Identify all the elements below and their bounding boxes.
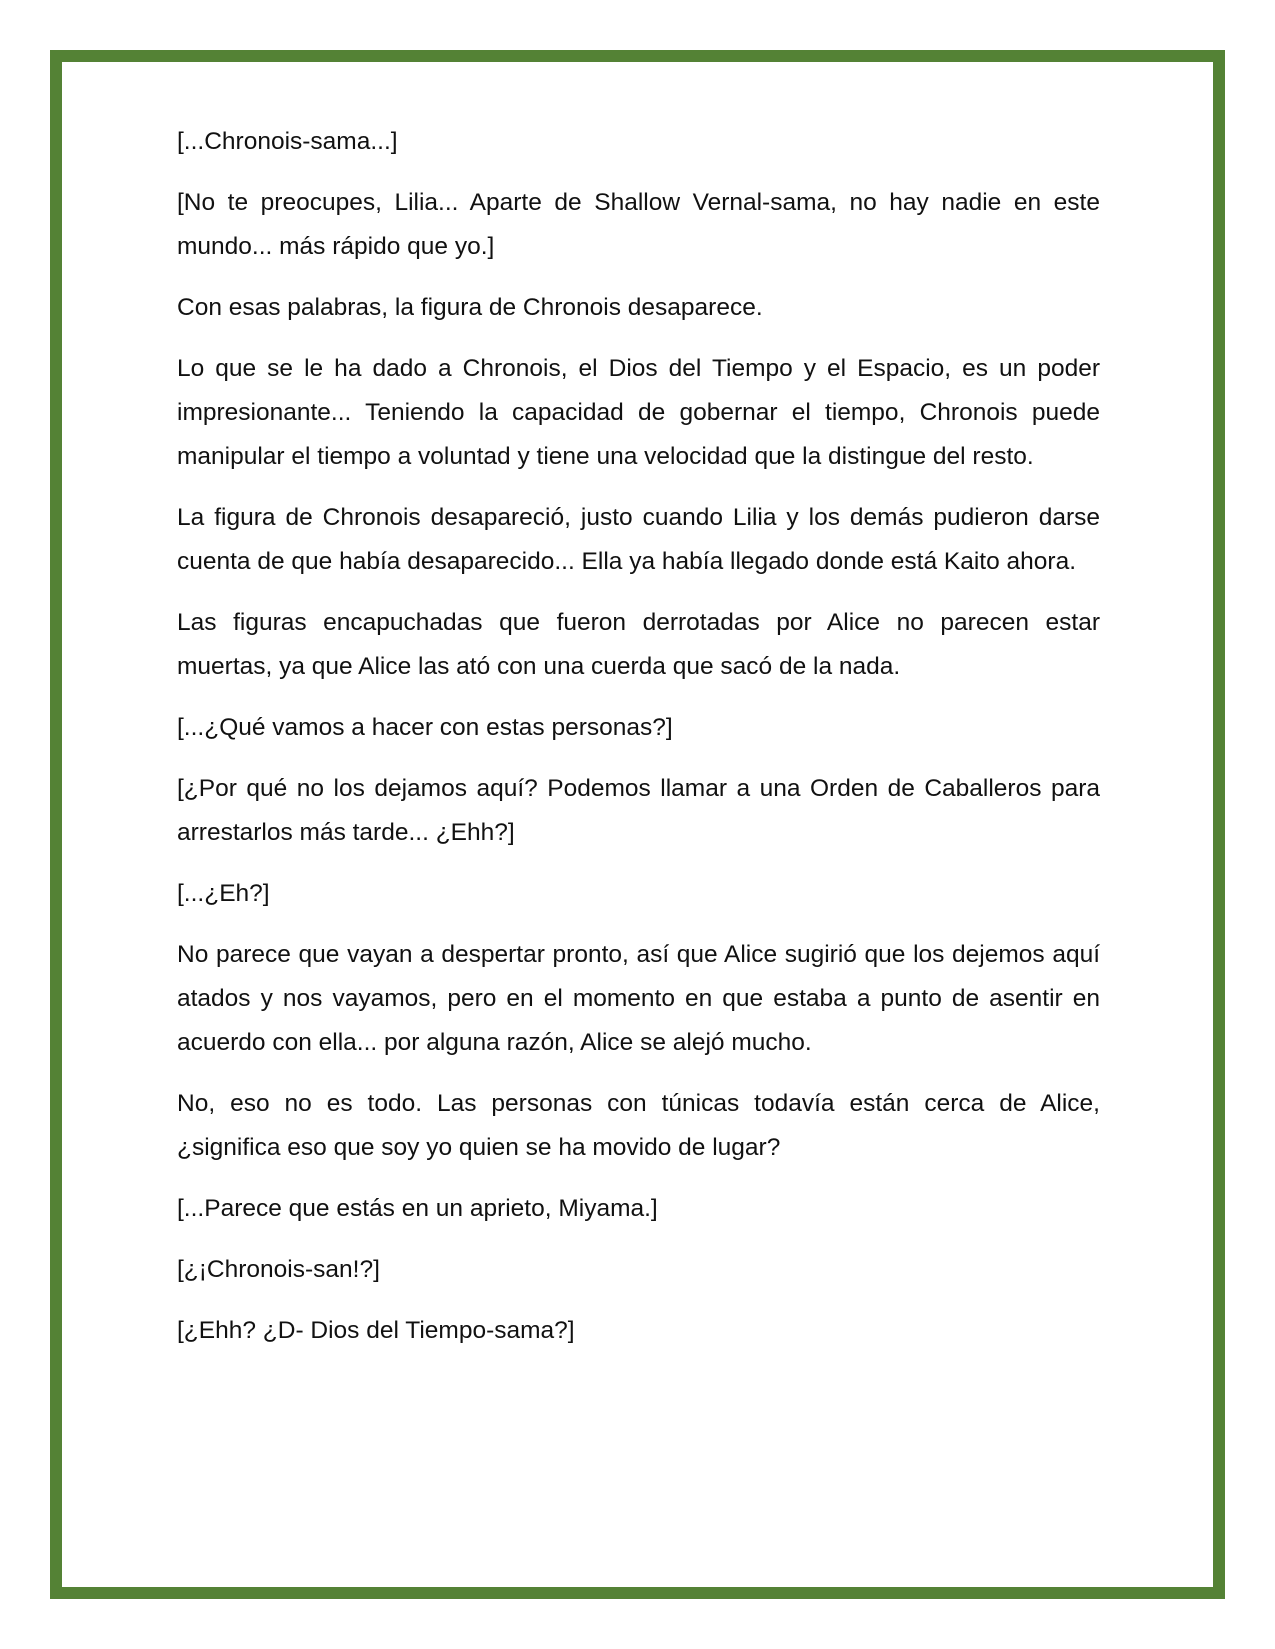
paragraph: Las figuras encapuchadas que fueron derrotadas por Alice no parecen estar muertas, ya que Alice las ató con una cuerda que sacó de la nada. — [177, 609, 1100, 680]
paragraph: [...¿Qué vamos a hacer con estas personas?] — [177, 714, 673, 741]
paragraph: Con esas palabras, la figura de Chronois desaparece. — [177, 294, 763, 321]
paragraph: [¿Ehh? ¿D- Dios del Tiempo-sama?] — [177, 1317, 575, 1344]
paragraph: [...¿Eh?] — [177, 880, 270, 907]
document-body — [177, 120, 1100, 1370]
paragraph: [No te preocupes, Lilia... Aparte de Shallow Vernal-sama, no hay nadie en este mundo... más rápido que yo.] — [177, 189, 1100, 260]
paragraph: La figura de Chronois desapareció, justo cuando Lilia y los demás pudieron darse cuenta de que había desaparecido... Ella ya había llegado donde está Kaito ahora. — [177, 504, 1100, 575]
paragraph: [...Chronois-sama...] — [177, 128, 398, 155]
paragraph: No, eso no es todo. Las personas con túnicas todavía están cerca de Alice, ¿significa eso que soy yo quien se ha movido de lugar? — [177, 1090, 1100, 1161]
paragraph: [¿Por qué no los dejamos aquí? Podemos llamar a una Orden de Caballeros para arrestarlos más tarde... ¿Ehh?] — [177, 775, 1100, 846]
paragraph: Lo que se le ha dado a Chronois, el Dios del Tiempo y el Espacio, es un poder impresionante... Teniendo la capacidad de gobernar el tiempo, Chronois puede manipular el tiempo a voluntad y tiene una velocidad que la distingue del resto. — [177, 355, 1100, 470]
paragraph: [¿¡Chronois-san!?] — [177, 1256, 380, 1283]
paragraph: No parece que vayan a despertar pronto, así que Alice sugirió que los dejemos aquí atados y nos vayamos, pero en el momento en que estaba a punto de asentir en acuerdo con ella... por alguna razón, Alice se alejó mucho. — [177, 941, 1100, 1056]
paragraph: [...Parece que estás en un aprieto, Miyama.] — [177, 1195, 658, 1222]
